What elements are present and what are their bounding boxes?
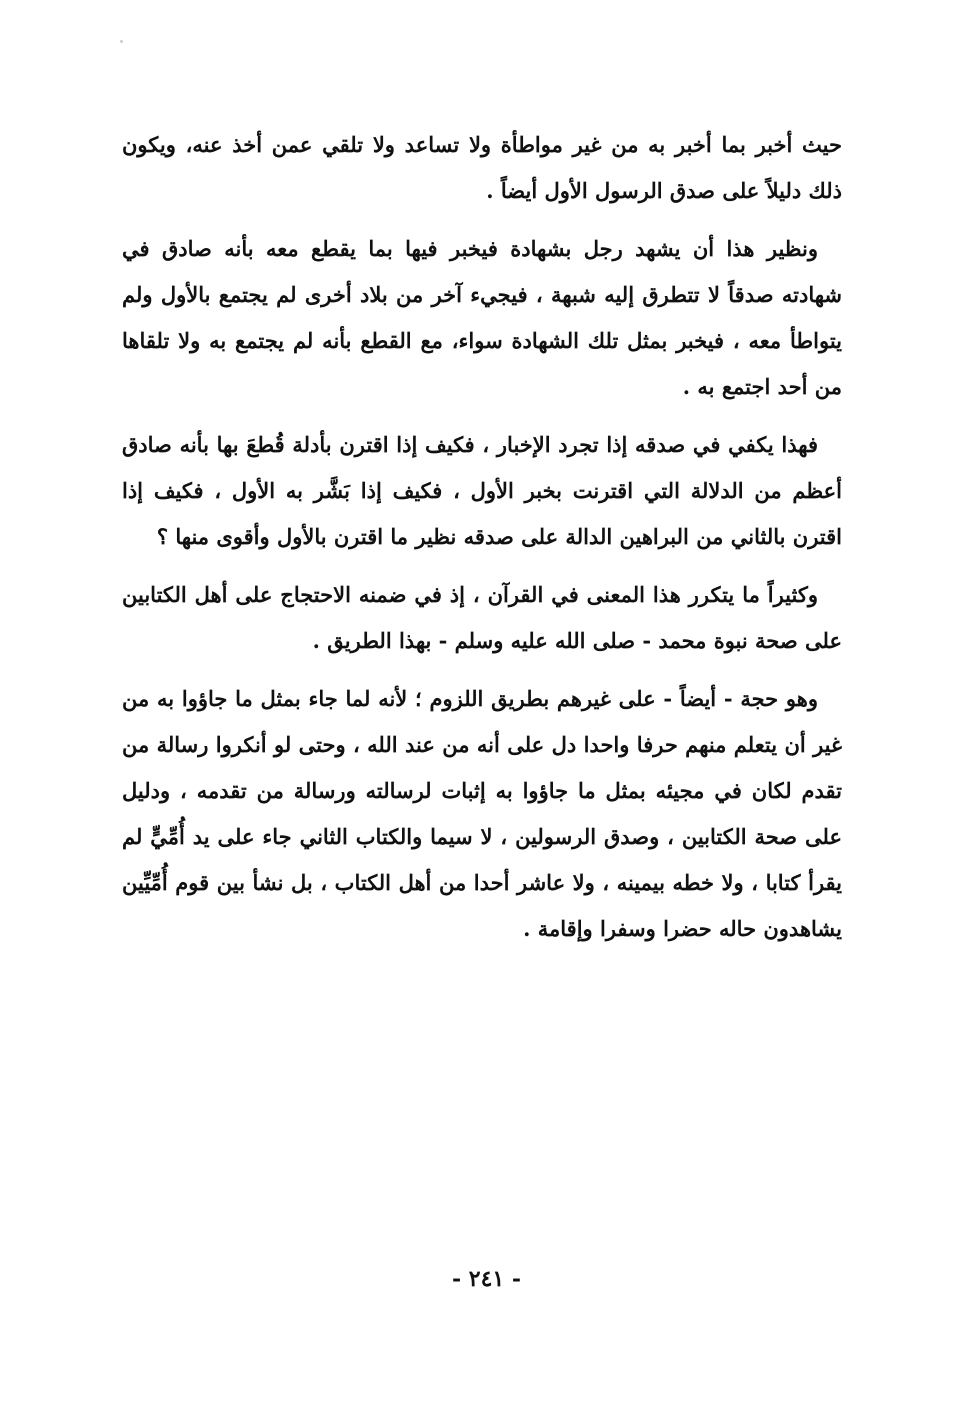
paragraph-1: حيث أخبر بما أخبر به من غير مواطأة ولا تساعد ولا تلقي عمن أخذ عنه، ويكون ذلك دليلاً على صدق الرسول الأول أيضاً . <box>122 132 842 203</box>
body-text <box>122 122 842 964</box>
page-number: - ٢٤١ - <box>451 1266 522 1292</box>
paragraph-4: وكثيراً ما يتكرر هذا المعنى في القرآن ، إذ في ضمنه الاحتجاج على أهل الكتابين على صحة نبوة محمد - صلى الله عليه وسلم - بهذا الطريق . <box>122 582 842 653</box>
paragraph-3: فهذا يكفي في صدقه إذا تجرد الإخبار ، فكيف إذا اقترن بأدلة قُطعَ بها بأنه صادق أعظم من الدلالة التي اقترنت بخبر الأول ، فكيف إذا بَشَّر به الأول ، فكيف إذا اقترن بالثاني من البراهين الدالة على صدقه نظير ما اقترن بالأول وأقوى منها ؟ <box>122 432 842 549</box>
paragraph-2: ونظير هذا أن يشهد رجل بشهادة فيخبر فيها بما يقطع معه بأنه صادق في شهادته صدقاً لا تتطرق إليه شبهة ، فيجيء آخر من بلاد أخرى لم يجتمع بالأول ولم يتواطأ معه ، فيخبر بمثل تلك الشهادة سواء، مع القطع بأنه لم يجتمع به ولا تلقاها من أحد اجتمع به . <box>122 236 842 399</box>
paragraph-5: وهو حجة - أيضاً - على غيرهم بطريق اللزوم ؛ لأنه لما جاء بمثل ما جاؤوا به من غير أن يتعلم منهم حرفا واحدا دل على أنه من عند الله ، وحتى لو أنكروا رسالة من تقدم لكان في مجيئه بمثل ما جاؤوا به إثبات لرسالته ورسالة من تقدمه ، ودليل على صحة الكتابين ، وصدق الرسولين ، لا سيما والكتاب الثاني جاء على يد أُمِّيٍّ لم يقرأ كتابا ، ولا خطه بيمينه ، ولا عاشر أحدا من أهل الكتاب ، بل نشأ بين قوم أُمِّيِّين يشاهدون حاله حضرا وسفرا وإقامة . <box>122 686 842 941</box>
scan-speck <box>120 40 123 43</box>
